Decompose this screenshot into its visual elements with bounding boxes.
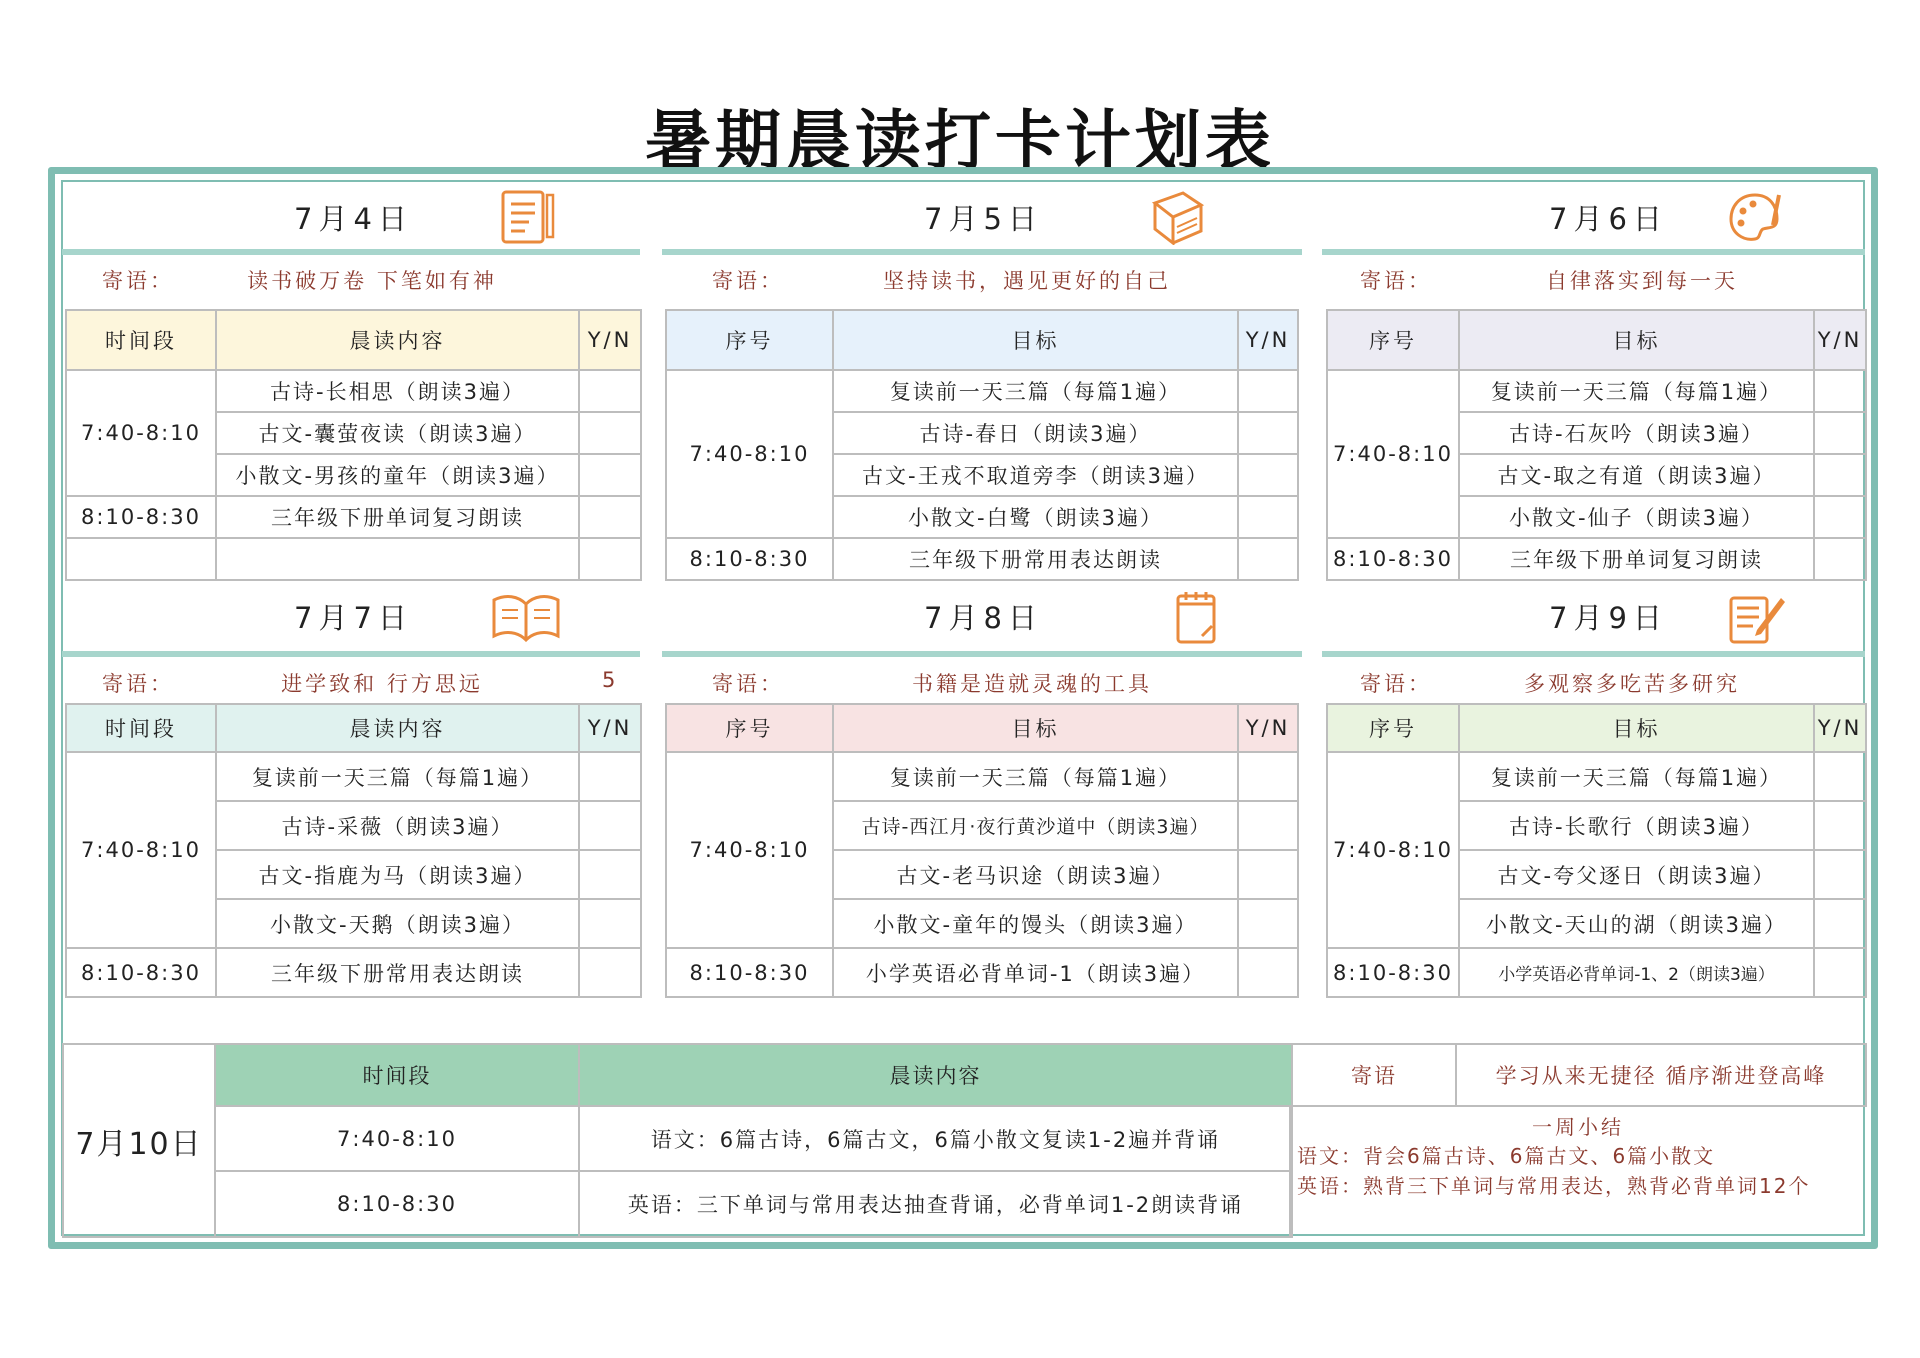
time-slot: 8:10-8:30 [1327, 948, 1459, 997]
reading-item: 小散文-天山的湖（朗读3遍） [1459, 899, 1814, 948]
reading-item: 小散文-天鹅（朗读3遍） [216, 899, 579, 948]
checkbox-cell[interactable] [1814, 454, 1866, 496]
day-date: 7月8日 [924, 601, 1043, 635]
header-yn: Y/N [1238, 704, 1298, 752]
checkbox-cell[interactable] [1814, 370, 1866, 412]
reading-item: 三年级下册单词复习朗读 [216, 496, 579, 538]
motto-text: 多观察多吃苦多研究 [1524, 672, 1740, 696]
palette-icon [1727, 189, 1787, 245]
time-slot: 7:40-8:10 [1327, 370, 1459, 538]
checkbox-cell[interactable] [1814, 752, 1866, 801]
summary-content: 语文：6篇古诗，6篇古文，6篇小散文复读1-2遍并背诵 [579, 1106, 1292, 1171]
motto-text: 读书破万卷 下笔如有神 [247, 269, 497, 293]
time-slot: 7:40-8:10 [66, 370, 216, 496]
reading-item: 古文-夸父逐日（朗读3遍） [1459, 850, 1814, 899]
reading-item: 古文-王戎不取道旁李（朗读3遍） [833, 454, 1238, 496]
checkbox-cell[interactable] [1238, 752, 1298, 801]
weekly-summary [1289, 1105, 1865, 1236]
checkbox-cell[interactable] [1238, 496, 1298, 538]
time-slot: 8:10-8:30 [1327, 538, 1459, 580]
checkbox-cell[interactable] [1238, 538, 1298, 580]
schedule-table [1326, 309, 1867, 581]
reading-item: 小散文-童年的馒头（朗读3遍） [833, 899, 1238, 948]
checkbox-cell[interactable] [1238, 454, 1298, 496]
time-slot: 8:10-8:30 [66, 948, 216, 997]
day-date: 7月6日 [1549, 202, 1668, 236]
time-slot: 7:40-8:10 [1327, 752, 1459, 948]
checkbox-cell[interactable] [579, 801, 641, 850]
schedule-table [1326, 703, 1867, 998]
header-time: 时间段 [66, 310, 216, 370]
checklist-icon [497, 189, 557, 245]
summary-header-content: 晨读内容 [579, 1044, 1292, 1106]
summary-header-time: 时间段 [215, 1044, 579, 1106]
checkbox-cell[interactable] [1238, 850, 1298, 899]
header-goal: 目标 [1459, 310, 1814, 370]
reading-item: 古诗-春日（朗读3遍） [833, 412, 1238, 454]
motto-text: 自律落实到每一天 [1546, 269, 1738, 293]
reading-item: 小散文-白鹭（朗读3遍） [833, 496, 1238, 538]
checkbox-cell[interactable] [1238, 899, 1298, 948]
header-yn: Y/N [1814, 704, 1866, 752]
schedule-table [665, 309, 1299, 581]
checkbox-cell[interactable] [1238, 370, 1298, 412]
schedule-table [65, 703, 642, 998]
book-stack-icon [1147, 189, 1207, 245]
summary-motto-label: 寄语 [1292, 1044, 1456, 1106]
weekly-summary-english: 英语：熟背三下单词与常用表达，熟背必背单词12个 [1297, 1174, 1811, 1198]
checkbox-cell[interactable] [1814, 899, 1866, 948]
motto-number: 5 [602, 668, 619, 692]
reading-item: 复读前一天三篇（每篇1遍） [216, 752, 579, 801]
time-slot: 7:40-8:10 [66, 752, 216, 948]
header-index: 序号 [1327, 310, 1459, 370]
reading-item: 古文-囊萤夜读（朗读3遍） [216, 412, 579, 454]
summary-section [62, 1043, 1865, 1236]
motto-text: 书籍是造就灵魂的工具 [912, 672, 1152, 696]
reading-item: 三年级下册单词复习朗读 [1459, 538, 1814, 580]
time-slot: 7:40-8:10 [666, 370, 833, 538]
day-date: 7月4日 [294, 202, 413, 236]
reading-item: 复读前一天三篇（每篇1遍） [833, 752, 1238, 801]
checkbox-cell[interactable] [579, 752, 641, 801]
time-slot: 8:10-8:30 [666, 538, 833, 580]
day-card-jul5 [662, 181, 1302, 581]
reading-item: 古文-取之有道（朗读3遍） [1459, 454, 1814, 496]
open-book-icon [490, 590, 562, 646]
checkbox-cell[interactable] [1238, 948, 1298, 997]
motto-label: 寄语： [1360, 672, 1432, 696]
checkbox-cell[interactable] [579, 412, 641, 454]
schedule-table [665, 703, 1299, 998]
motto-label: 寄语： [712, 672, 784, 696]
checkbox-cell[interactable] [1814, 412, 1866, 454]
checkbox-cell[interactable] [579, 370, 641, 412]
header-index: 序号 [1327, 704, 1459, 752]
header-goal: 目标 [833, 704, 1238, 752]
reading-item: 古诗-采薇（朗读3遍） [216, 801, 579, 850]
motto-label: 寄语： [102, 269, 174, 293]
day-card-jul6 [1322, 181, 1865, 581]
reading-item: 复读前一天三篇（每篇1遍） [1459, 752, 1814, 801]
motto-text: 坚持读书，遇见更好的自己 [883, 269, 1171, 293]
checkbox-cell[interactable] [579, 538, 641, 580]
checkbox-cell[interactable] [1238, 801, 1298, 850]
summary-time-slot: 8:10-8:30 [215, 1171, 579, 1237]
checkbox-cell[interactable] [579, 850, 641, 899]
reading-item: 古文-老马识途（朗读3遍） [833, 850, 1238, 899]
weekly-summary-chinese: 语文：背会6篇古诗、6篇古文、6篇小散文 [1297, 1144, 1716, 1168]
motto-label: 寄语： [712, 269, 784, 293]
reading-item: 复读前一天三篇（每篇1遍） [1459, 370, 1814, 412]
header-yn: Y/N [1238, 310, 1298, 370]
checkbox-cell[interactable] [1814, 948, 1866, 997]
header-yn: Y/N [579, 704, 641, 752]
day-date: 7月7日 [294, 601, 413, 635]
time-slot: 8:10-8:30 [666, 948, 833, 997]
reading-item: 小学英语必背单词-1（朗读3遍） [833, 948, 1238, 997]
header-index: 序号 [666, 704, 833, 752]
weekly-summary-title: 一周小结 [1532, 1115, 1624, 1139]
checkbox-cell[interactable] [579, 948, 641, 997]
header-time: 时间段 [66, 704, 216, 752]
motto-label: 寄语： [102, 672, 174, 696]
day-card-jul8 [662, 582, 1302, 1002]
day-card-jul7 [62, 582, 640, 1002]
reading-item: 小散文-男孩的童年（朗读3遍） [216, 454, 579, 496]
checkbox-cell[interactable] [579, 454, 641, 496]
reading-item: 三年级下册常用表达朗读 [216, 948, 579, 997]
checkbox-cell[interactable] [1238, 412, 1298, 454]
time-slot: 7:40-8:10 [666, 752, 833, 948]
checkbox-cell[interactable] [1814, 496, 1866, 538]
summary-date: 7月10日 [63, 1044, 215, 1237]
checkbox-cell[interactable] [1814, 801, 1866, 850]
writing-notes-icon [1727, 590, 1787, 646]
header-goal: 目标 [1459, 704, 1814, 752]
notepad-icon [1172, 590, 1222, 646]
motto-label: 寄语： [1360, 269, 1432, 293]
summary-time-slot: 7:40-8:10 [215, 1106, 579, 1171]
header-content: 晨读内容 [216, 310, 579, 370]
reading-item: 小散文-仙子（朗读3遍） [1459, 496, 1814, 538]
reading-item: 小学英语必背单词-1、2（朗读3遍） [1459, 948, 1814, 997]
header-yn: Y/N [1814, 310, 1866, 370]
schedule-table [65, 309, 642, 581]
reading-item: 古诗-长相思（朗读3遍） [216, 370, 579, 412]
day-date: 7月9日 [1549, 601, 1668, 635]
reading-item [216, 538, 579, 580]
motto-text: 进学致和 行方思远 [281, 672, 483, 696]
reading-item: 古诗-石灰吟（朗读3遍） [1459, 412, 1814, 454]
reading-item: 古诗-长歌行（朗读3遍） [1459, 801, 1814, 850]
reading-item: 三年级下册常用表达朗读 [833, 538, 1238, 580]
day-card-jul4 [62, 181, 640, 581]
checkbox-cell[interactable] [1814, 538, 1866, 580]
reading-item: 古文-指鹿为马（朗读3遍） [216, 850, 579, 899]
header-content: 晨读内容 [216, 704, 579, 752]
page-title: 暑期晨读打卡计划表 [645, 102, 1275, 180]
summary-motto-text: 学习从来无捷径 循序渐进登高峰 [1456, 1044, 1866, 1106]
day-date: 7月5日 [924, 202, 1043, 236]
reading-item: 古诗-西江月·夜行黄沙道中（朗读3遍） [833, 801, 1238, 850]
time-slot: 8:10-8:30 [66, 496, 216, 538]
day-card-jul9 [1322, 582, 1865, 1002]
reading-item: 复读前一天三篇（每篇1遍） [833, 370, 1238, 412]
header-index: 序号 [666, 310, 833, 370]
header-yn: Y/N [579, 310, 641, 370]
checkbox-cell[interactable] [1814, 850, 1866, 899]
summary-content: 英语：三下单词与常用表达抽查背诵，必背单词1-2朗读背诵 [579, 1171, 1292, 1237]
checkbox-cell[interactable] [579, 496, 641, 538]
checkbox-cell[interactable] [579, 899, 641, 948]
time-slot [66, 538, 216, 580]
header-goal: 目标 [833, 310, 1238, 370]
